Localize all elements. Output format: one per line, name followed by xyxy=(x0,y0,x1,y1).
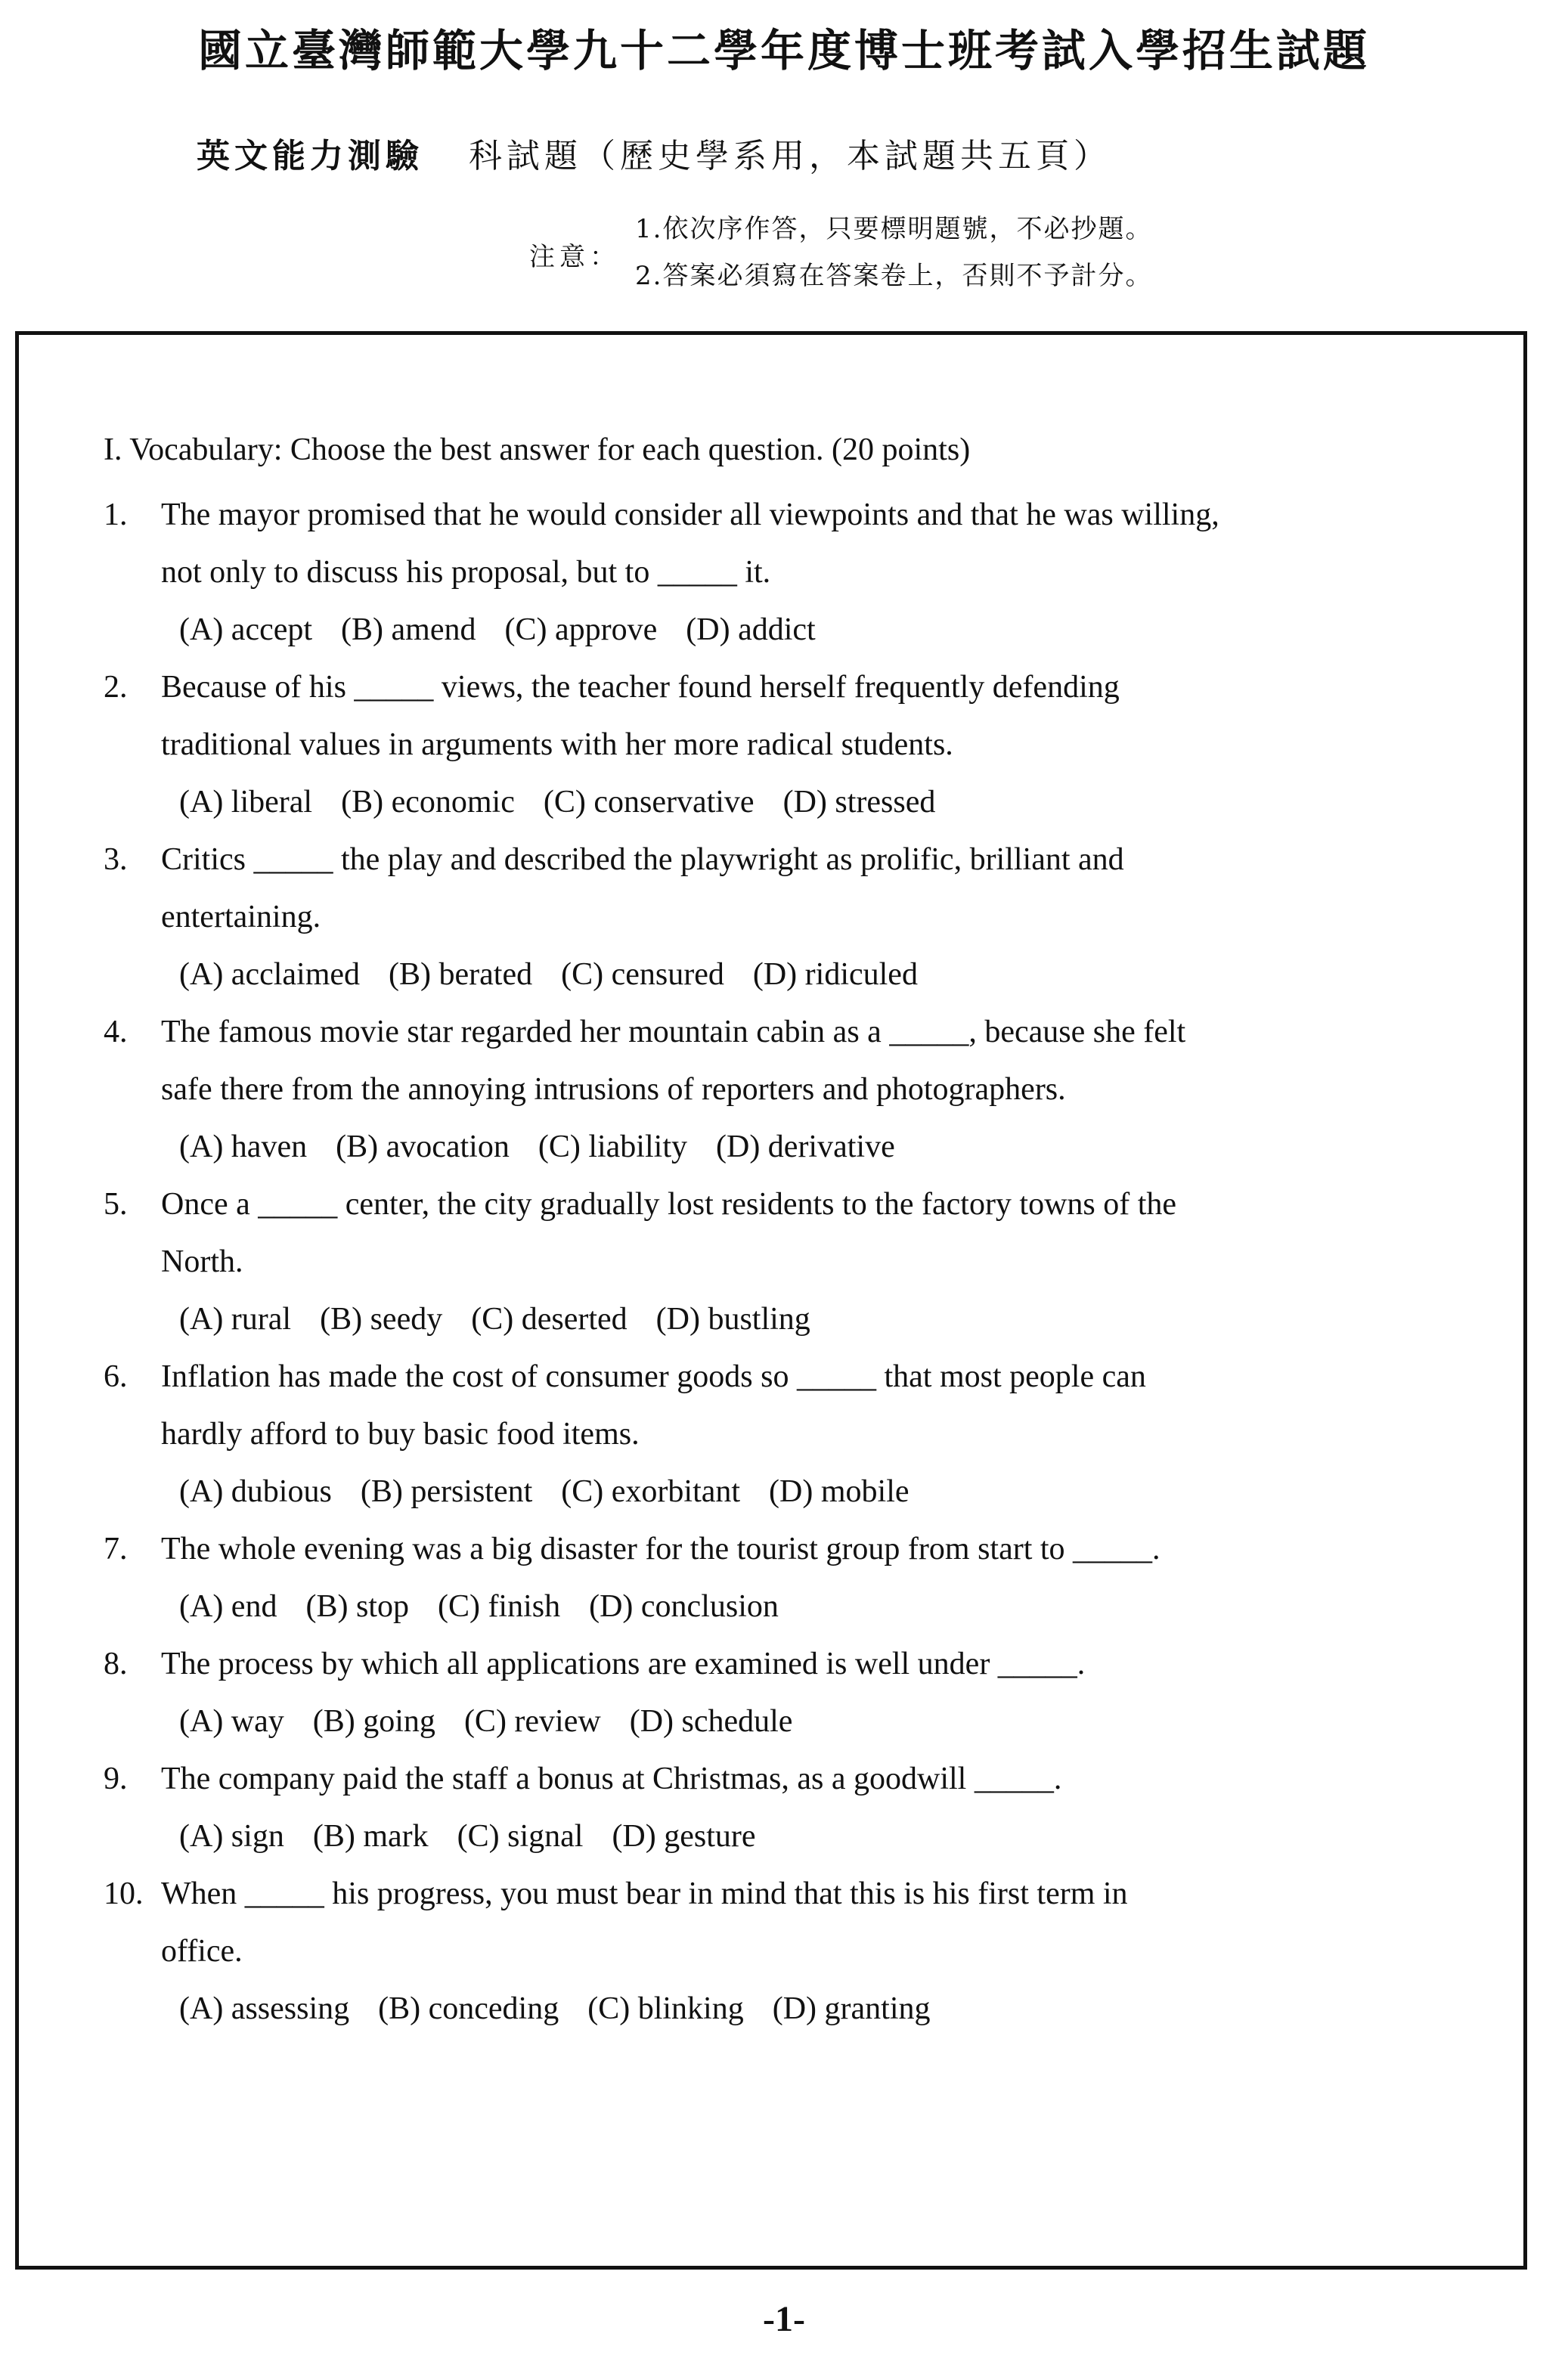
question-number: 10. xyxy=(104,1876,144,1911)
question-text-line: When _____ his progress, you must bear in mind that this is his first term in xyxy=(161,1876,1128,1911)
question-text-line: The whole evening was a big disaster for the tourist group from start to _____. xyxy=(161,1532,1161,1566)
answer-option: (D) derivative xyxy=(716,1129,895,1164)
question-text-line: traditional values in arguments with her more radical students. xyxy=(161,727,953,762)
answer-option: (D) granting xyxy=(772,1991,931,2026)
question-text-line: The famous movie star regarded her mountain cabin as a _____, because she felt xyxy=(161,1015,1186,1049)
answer-option: (C) review xyxy=(463,1704,601,1739)
answer-options xyxy=(179,1578,1502,1635)
answer-option: (B) persistent xyxy=(360,1474,533,1509)
answer-option: (D) conclusion xyxy=(589,1589,779,1624)
page-title: 國立臺灣師範大學九十二學年度博士班考試入學招生試題 xyxy=(197,25,1370,76)
subtitle-detail: 科試題（歷史學系用，本試題共五頁） xyxy=(469,137,1111,175)
answer-option: (B) conceding xyxy=(378,1991,559,2026)
section-heading: I. Vocabulary: Choose the best answer for each question. (20 points) xyxy=(104,432,971,467)
question-item xyxy=(104,1003,1502,1176)
answer-option: (B) economic xyxy=(341,785,515,820)
answer-options xyxy=(179,601,1502,658)
answer-options xyxy=(179,1693,1502,1750)
answer-options xyxy=(179,1463,1502,1520)
question-item xyxy=(104,486,1502,658)
question-number: 8. xyxy=(104,1647,128,1681)
answer-option: (B) berated xyxy=(389,957,533,992)
question-number: 6. xyxy=(104,1359,128,1394)
answer-option: (A) end xyxy=(179,1589,277,1624)
question-text-line: The company paid the staff a bonus at Christmas, as a goodwill _____. xyxy=(161,1762,1062,1796)
answer-option: (B) avocation xyxy=(336,1129,510,1164)
answer-option: (B) stop xyxy=(305,1589,409,1624)
answer-option: (C) approve xyxy=(504,612,658,647)
question-text-line: Inflation has made the cost of consumer goods so _____ that most people can xyxy=(161,1359,1146,1394)
answer-options xyxy=(179,1808,1502,1865)
answer-options xyxy=(179,946,1502,1003)
question-item xyxy=(104,1176,1502,1348)
answer-options xyxy=(179,1118,1502,1176)
answer-option: (D) ridiculed xyxy=(752,957,918,992)
note-item: 2.答案必須寫在答案卷上，否則不予計分。 xyxy=(635,261,1153,291)
question-text-line: North. xyxy=(161,1244,243,1279)
answer-option: (C) exorbitant xyxy=(561,1474,741,1509)
question-text-line: not only to discuss his proposal, but to _____ it. xyxy=(161,555,771,590)
notes-label: 注意： xyxy=(529,242,620,272)
question-number: 2. xyxy=(104,670,128,705)
answer-option: (B) amend xyxy=(341,612,476,647)
answer-option: (A) way xyxy=(179,1704,284,1739)
subject-name: 英文能力測驗 xyxy=(197,137,423,175)
answer-option: (D) gesture xyxy=(612,1819,756,1854)
question-number: 4. xyxy=(104,1015,128,1049)
question-text-line: Once a _____ center, the city gradually lost residents to the factory towns of the xyxy=(161,1187,1177,1222)
answer-option: (A) acclaimed xyxy=(179,957,361,992)
answer-option: (C) blinking xyxy=(587,1991,744,2026)
question-item xyxy=(104,831,1502,1003)
question-number: 9. xyxy=(104,1762,128,1796)
answer-option: (A) assessing xyxy=(179,1991,350,2026)
question-text-line: office. xyxy=(161,1934,243,1969)
answer-option: (B) going xyxy=(312,1704,435,1739)
question-item xyxy=(104,1750,1502,1865)
answer-option: (D) schedule xyxy=(629,1704,793,1739)
question-item xyxy=(104,1635,1502,1750)
answer-option: (A) haven xyxy=(179,1129,308,1164)
question-item xyxy=(104,658,1502,831)
answer-option: (A) rural xyxy=(179,1302,292,1337)
question-item xyxy=(104,1520,1502,1635)
answer-options xyxy=(179,1980,1502,2037)
question-text-line: The mayor promised that he would consider all viewpoints and that he was willing, xyxy=(161,497,1219,532)
question-number: 7. xyxy=(104,1532,128,1566)
question-number: 3. xyxy=(104,842,128,877)
question-text-line: safe there from the annoying intrusions of reporters and photographers. xyxy=(161,1072,1066,1107)
answer-option: (C) conservative xyxy=(543,785,755,820)
question-text-line: The process by which all applications are examined is well under _____. xyxy=(161,1647,1086,1681)
answer-option: (B) seedy xyxy=(320,1302,443,1337)
answer-option: (D) mobile xyxy=(769,1474,910,1509)
answer-option: (B) mark xyxy=(312,1819,429,1854)
notes-list xyxy=(635,206,1152,299)
answer-option: (A) sign xyxy=(179,1819,284,1854)
answer-option: (D) addict xyxy=(686,612,816,647)
answer-option: (C) signal xyxy=(457,1819,584,1854)
answer-option: (A) accept xyxy=(179,612,313,647)
note-item: 1.依次序作答，只要標明題號，不必抄題。 xyxy=(635,214,1153,244)
exam-content-box xyxy=(15,331,1527,2270)
answer-options xyxy=(179,1291,1502,1348)
question-number: 1. xyxy=(104,497,128,532)
question-list xyxy=(104,486,1502,2037)
answer-options xyxy=(179,773,1502,831)
question-text-line: Critics _____ the play and described the playwright as prolific, brilliant and xyxy=(161,842,1124,877)
answer-option: (C) censured xyxy=(561,957,724,992)
question-item xyxy=(104,1348,1502,1520)
question-text-line: entertaining. xyxy=(161,900,321,934)
question-number: 5. xyxy=(104,1187,128,1222)
question-item xyxy=(104,1865,1502,2037)
exam-subtitle xyxy=(197,129,1406,177)
answer-option: (C) deserted xyxy=(471,1302,628,1337)
answer-option: (A) dubious xyxy=(179,1474,332,1509)
answer-option: (C) finish xyxy=(437,1589,561,1624)
page-number: -1- xyxy=(763,2299,805,2339)
question-text-line: hardly afford to buy basic food items. xyxy=(161,1417,640,1452)
answer-option: (D) stressed xyxy=(782,785,936,820)
answer-option: (D) bustling xyxy=(655,1302,810,1337)
question-text-line: Because of his _____ views, the teacher found herself frequently defending xyxy=(161,670,1120,705)
answer-option: (C) liability xyxy=(538,1129,687,1164)
answer-option: (A) liberal xyxy=(179,785,313,820)
